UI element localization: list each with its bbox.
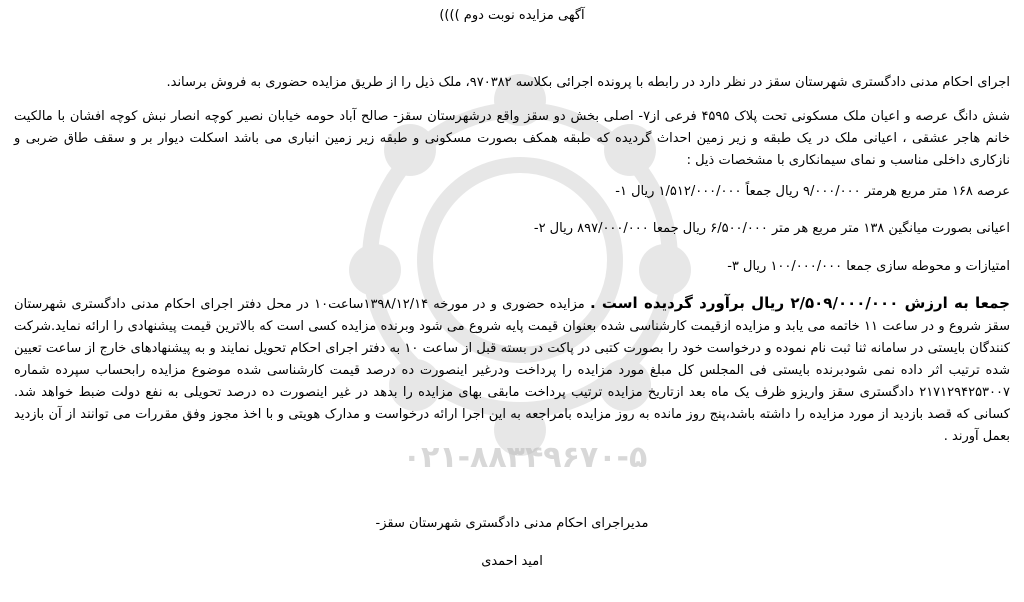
intro-paragraph: اجرای احکام مدنی دادگستری شهرستان سقز در نظر دارد در رابطه با پرونده اجرائی بکلاسه ۹۷۰۳۸۲، ملک ذیل را از طریق مزایده حضوری به فروش برساند. (166, 75, 1010, 90)
notice-heading: آگهی مزایده نوبت دوم )))) (439, 8, 585, 23)
terms-text: مزایده حضوری و در مورخه ۱۳۹۸/۱۲/۱۴ساعت۱۰ در محل دفتر اجرای احکام مدنی دادگستری شهرستان سقز شروع و در ساعت ۱۱ خاتمه می یابد و مزایده ازقیمت کارشناسی شده بعنوان قیمت پایه شروع می شود وبرنده مزایده کسی است که بالاترین قیمت پیشنهادی را ارائه نماید.شرکت کنندگان بایستی در سامانه ثنا ثبت نام نموده و درخواست خود را بصورت کتبی در پاکت در بسته قبل از ساعت ۱۰ به دفتر اجرای احکام تحویل نمایند و به پیشنهادهای خارج از ساعت تعیین شده ترتیب اثر داده نمی شودبرنده بایستی فی المجلس کل مبلغ مورد مزایده را پرداخت ودرغیر اینصورت ده درصد قیمت کارشناسی شده موضوع مزایده رابحساب سپرده شماره ۲۱۷۱۲۹۴۲۵۳۰۰۷ دادگستری سقز واریزو ظرف یک ماه بعد ازتاریخ مزایده ترتیب پرداخت مابقی بهای مزایده را بدهد در غیر اینصورت ده درصد تحویلی به نفع دولت ضبط خواهد شد. کسانی که قصد بازدید از مورد مزایده را داشته باشد،پنج روز مانده به روز مزایده بامراجعه به این اجرا ارائه درخواست و مدارک هویتی و با اخذ مجوز وفق مقررات می توانند از آن بازدید بعمل آورند . (14, 297, 1011, 444)
item-land: عرصه ۱۶۸ متر مربع هرمتر ۹/۰۰۰/۰۰۰ ریال جمعاً ۱/۵۱۲/۰۰۰/۰۰۰ ریال ۱- (615, 184, 1010, 199)
watermark-phone: ۰۲۱-۸۸۳۴۹۶۷۰-۵ (402, 440, 648, 475)
item-amenities: امتیازات و محوطه سازی جمعا ۱۰۰/۰۰۰/۰۰۰ ریال ۳- (727, 259, 1010, 274)
signer-title: مدیراجرای احکام مدنی دادگستری شهرستان سقز- (375, 516, 649, 531)
item-building: اعیانی بصورت میانگین ۱۳۸ متر مربع هر متر ۶/۵۰۰/۰۰۰ ریال جمعا ۸۹۷/۰۰۰/۰۰۰ ریال ۲- (533, 221, 1010, 236)
signer-name: امید احمدی (481, 554, 543, 569)
auction-terms (14, 292, 1010, 448)
total-value: جمعا به ارزش ۲/۵۰۹/۰۰۰/۰۰۰ ریال برآورد گردیده است . (589, 294, 1010, 312)
property-description: شش دانگ عرصه و اعیان ملک مسکونی تحت پلاک ۴۵۹۵ فرعی از۷- اصلی بخش دو سقز واقع درشهرستان سقز- صالح آباد حومه خیابان نصیر کوچه انصار نبش کوچه افشان با مالکیت خانم هاجر عشقی ، اعیانی ملک در یک طبقه و زیر زمین احداث گردیده که طبقه همکف بصورت مسکونی و طبقه زیر زمین انباری می باشد اسکلت دیوار بر و سقف طاق ضربی و نازکاری داخلی مناسب و نمای سیمانکاری با مشخصات ذیل : (14, 109, 1010, 168)
